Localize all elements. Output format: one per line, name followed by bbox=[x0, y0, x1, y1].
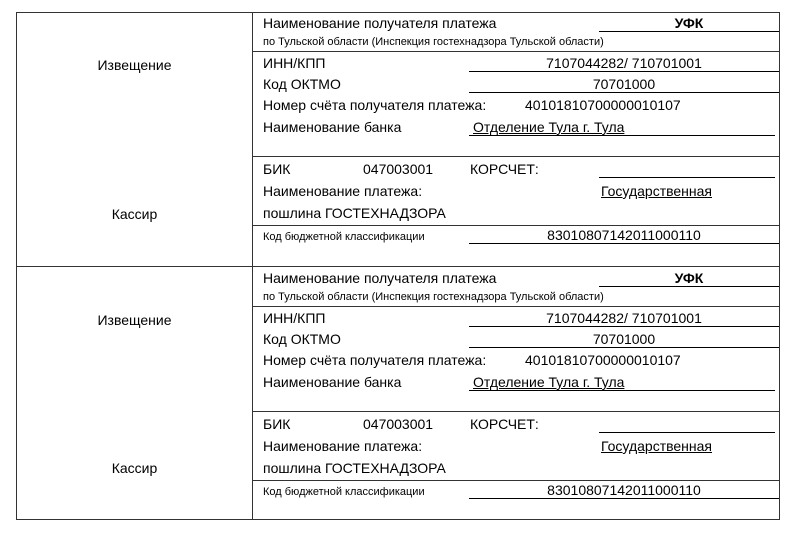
oktmo-value: 70701000 bbox=[469, 331, 779, 348]
bik-label: БИК bbox=[263, 161, 291, 177]
korschet-value bbox=[599, 161, 775, 178]
details-column bbox=[253, 13, 779, 266]
divider bbox=[253, 480, 779, 481]
details-column bbox=[253, 267, 779, 520]
left-column bbox=[17, 267, 253, 520]
inn-label: ИНН/КПП bbox=[263, 55, 326, 71]
receipt-copy-receipt bbox=[17, 266, 779, 520]
payment-label: Наименование платежа: bbox=[263, 438, 423, 454]
divider bbox=[253, 51, 779, 52]
kbk-label: Код бюджетной классификации bbox=[263, 486, 425, 498]
divider bbox=[253, 411, 779, 412]
korschet-label: КОРСЧЕТ: bbox=[470, 161, 539, 177]
korschet-label: КОРСЧЕТ: bbox=[470, 416, 539, 432]
kbk-value: 83010807142011000110 bbox=[469, 227, 779, 244]
oktmo-label: Код ОКТМО bbox=[263, 331, 341, 347]
divider bbox=[253, 156, 779, 157]
recipient-short: УФК bbox=[599, 270, 779, 287]
account-label: Номер счёта получателя платежа: bbox=[263, 352, 487, 368]
account-value: 40101810700000010107 bbox=[525, 352, 681, 368]
bank-value: Отделение Тула г. Тула bbox=[469, 119, 775, 136]
kbk-value: 83010807142011000110 bbox=[469, 482, 779, 499]
payment-value-line2: пошлина ГОСТЕХНАДЗОРА bbox=[263, 205, 446, 221]
payment-value-line1: Государственная bbox=[601, 438, 713, 454]
oktmo-label: Код ОКТМО bbox=[263, 76, 341, 92]
account-value: 40101810700000010107 bbox=[525, 97, 681, 113]
payment-label: Наименование платежа: bbox=[263, 183, 423, 199]
inn-label: ИНН/КПП bbox=[263, 310, 326, 326]
payment-value-line1: Государственная bbox=[601, 183, 713, 199]
oktmo-value: 70701000 bbox=[469, 76, 779, 93]
account-label: Номер счёта получателя платежа: bbox=[263, 97, 487, 113]
kbk-label: Код бюджетной классификации bbox=[263, 231, 425, 243]
payment-receipt-form bbox=[16, 12, 780, 520]
inn-value: 7107044282/ 710701001 bbox=[469, 310, 779, 327]
bik-label: БИК bbox=[263, 416, 291, 432]
recipient-label: Наименование получателя платежа bbox=[263, 15, 497, 31]
left-column bbox=[17, 13, 253, 266]
bank-label: Наименование банка bbox=[263, 374, 402, 390]
recipient-full: по Тульской области (Инспекция гостехнадзора Тульской области) bbox=[263, 291, 604, 303]
bik-value: 047003001 bbox=[363, 416, 434, 432]
recipient-full: по Тульской области (Инспекция гостехнадзора Тульской области) bbox=[263, 36, 604, 48]
cashier-label: Кассир bbox=[111, 460, 158, 476]
inn-value: 7107044282/ 710701001 bbox=[469, 55, 779, 72]
receipt-copy-notice bbox=[17, 13, 779, 266]
notice-label: Извещение bbox=[97, 312, 172, 328]
divider bbox=[253, 225, 779, 226]
bank-label: Наименование банка bbox=[263, 119, 402, 135]
recipient-label: Наименование получателя платежа bbox=[263, 270, 497, 286]
divider bbox=[253, 306, 779, 307]
recipient-short: УФК bbox=[599, 15, 779, 32]
notice-label: Извещение bbox=[97, 57, 172, 73]
payment-value-line2: пошлина ГОСТЕХНАДЗОРА bbox=[263, 460, 446, 476]
cashier-label: Кассир bbox=[111, 206, 158, 222]
bank-value: Отделение Тула г. Тула bbox=[469, 374, 775, 391]
bik-value: 047003001 bbox=[363, 161, 434, 177]
korschet-value bbox=[599, 416, 775, 433]
